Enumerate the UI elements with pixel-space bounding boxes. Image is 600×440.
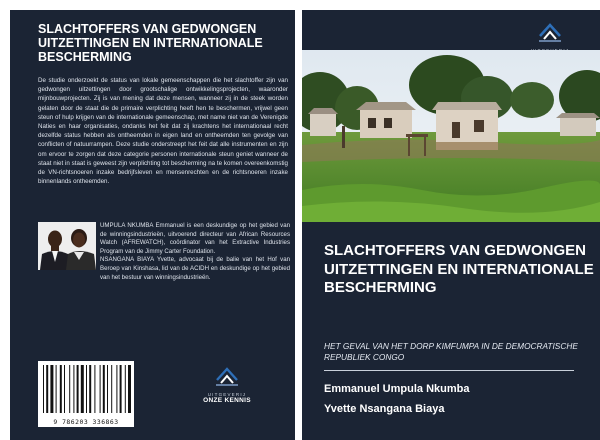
front-cover: [302, 10, 600, 440]
publisher-name: ONZE KENNIS: [203, 397, 251, 404]
barcode-bar: [86, 365, 87, 413]
barcode-bar: [120, 365, 122, 413]
barcode-bar: [64, 365, 65, 413]
barcode-bar: [103, 365, 105, 413]
barcode-bar: [94, 365, 95, 413]
barcode-bar: [77, 365, 79, 413]
house-center-left: [356, 102, 416, 138]
barcode-bar: [56, 365, 57, 413]
barcode-bar: [43, 365, 44, 413]
barcode-bar: [46, 365, 48, 413]
author-photo: [38, 222, 96, 270]
back-cover-summary: De studie onderzoekt de status van lokale gemeenschappen die het slachtoffer zijn van gedwongen uitzettingen door grootschalige ontwikkelingsprojecten, waaronder mijnbouwprojecten. Zij is van mening dat deze mensen, wanneer zij in de steek worden gelaten door de staat die de primaire verplichting heeft hen te beschermen, vrijwel geen steun of hulp krijgen van de internationale gemeenschap, met name niet van de Verenigde Naties en haar organisaties, ondanks het feit dat zij krachtens het internationaal recht dezelfde status hebben als ontheemden in eigen land en ontheemden ten gevolge van conflicten of natuurrampen. Deze studie onderstreept het feit dat alle instrumenten en zijn om ervoor te zorgen dat deze categorie personen internationale steun geniet wanneer de staat niet in staat is geweest zijn verplichting tot bescherming na te komen overeenkomstig de VN-richtsnoeren inzake bedrijfsleven en mensenrechten en de richtsnoeren inzake binnenlands ontheemden.: [38, 77, 288, 186]
author-name-2: Yvette Nsangana Biaya: [324, 403, 445, 415]
author-photo-image: [38, 222, 96, 270]
back-cover-title: SLACHTOFFERS VAN GEDWONGEN UITZETTINGEN EN INTERNATIONALE BESCHERMING: [38, 22, 263, 64]
author-bio-2: NSANGANA BIAYA Yvette, advocaat bij de balie van het Hof van Beroep van Kinshasa, lid van de ACIDH en deskundige op het gebied van het bestuur van winningsindustrieën.: [100, 256, 290, 281]
title-divider: [324, 370, 574, 371]
barcode-bar: [125, 365, 126, 413]
barcode-bars: [38, 361, 134, 417]
barcode-bar: [60, 365, 62, 413]
spine: [295, 10, 302, 440]
barcode-bar: [89, 365, 91, 413]
isbn-number: 9 786203 336863: [53, 418, 119, 426]
publisher-logo-back: [192, 366, 262, 404]
village-scene-image: [302, 50, 600, 222]
barcode-bar: [73, 365, 74, 413]
house-right: [556, 113, 600, 136]
barcode-bar: [69, 365, 70, 413]
front-cover-title: SLACHTOFFERS VAN GEDWONGEN UITZETTINGEN EN INTERNATIONALE BESCHERMING: [324, 242, 594, 296]
barcode-bar: [107, 365, 108, 413]
barcode-bar: [100, 365, 101, 413]
house-center: [432, 102, 502, 150]
author-bios: [100, 222, 290, 282]
author-name-1: Emmanuel Umpula Nkumba: [324, 383, 470, 395]
barcode-bar: [81, 365, 84, 413]
cover-photo: [302, 50, 600, 222]
publisher-sub-label: UITGEVERIJ: [207, 392, 247, 397]
back-cover: [10, 10, 295, 440]
barcode-bar: [50, 365, 53, 413]
house-left: [308, 108, 338, 136]
front-cover-subtitle: HET GEVAL VAN HET DORP KIMFUMPA IN DE DEMOCRATISCHE REPUBLIEK CONGO: [324, 341, 578, 362]
publisher-logo-icon: [214, 366, 240, 386]
publisher-logo-icon: [536, 22, 564, 42]
barcode: [38, 361, 134, 427]
barcode-bar: [111, 365, 112, 413]
author-bio-1: UMPULA NKUMBA Emmanuel is een deskundige op het gebied van de winningsindustrieën, uitvoerend directeur van African Resources Watch (AFREWATCH), coördinator van het Extractive Industries Program van de Jimmy Carter Foundation.: [100, 222, 290, 255]
barcode-bar: [128, 365, 131, 413]
barcode-bar: [116, 365, 117, 413]
